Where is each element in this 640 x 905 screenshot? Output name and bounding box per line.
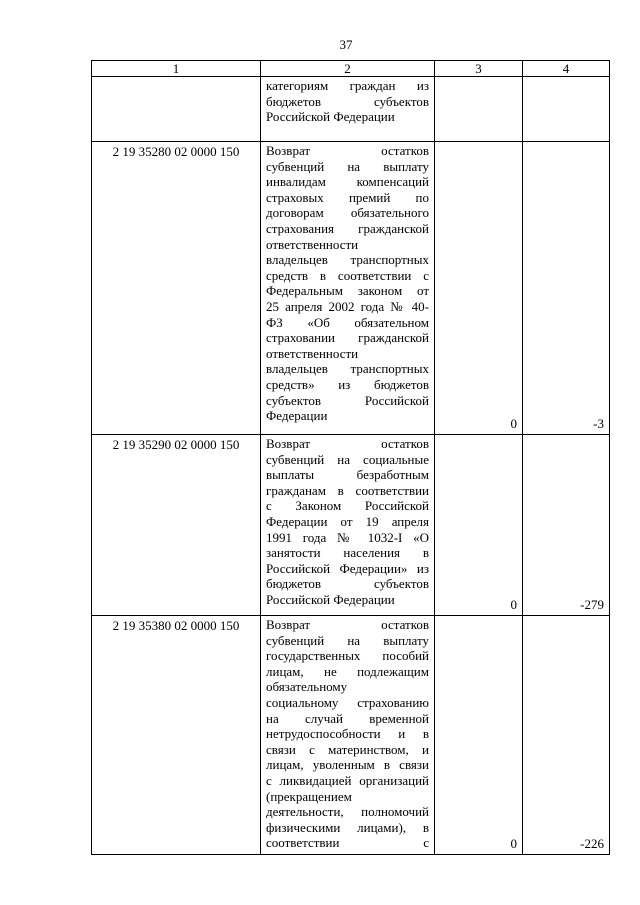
description-line: Федеральным законом от [266,283,429,299]
row-code [92,77,261,142]
description-line: Возврат остатков [266,617,429,632]
description-line: бюджетов субъектов [266,576,429,592]
row-code: 2 19 35380 02 0000 150 [92,616,261,855]
description-line: Возврат остатков [266,143,429,158]
description-line: 25 апреля 2002 года № 40- [266,298,429,314]
description-line: государственных пособий [266,648,429,664]
description-line: деятельности, полномочий [266,804,429,820]
row-col3-value: 0 [435,142,523,435]
table-row [92,142,610,435]
description-line: физическими лицами), в [266,819,429,835]
row-code: 2 19 35280 02 0000 150 [92,142,261,435]
description-line: субвенций на выплату [266,632,429,648]
description-line: категориям граждан из [266,78,429,93]
page-number: 37 [339,37,353,52]
column-header-2: 2 [261,61,435,77]
description-line: Российской Федерации [266,591,395,607]
row-description [261,616,435,855]
row-description [261,142,435,435]
row-col4-value [523,77,610,142]
description-line: гражданам в соответствии [266,482,429,498]
description-line: с Законом Российской [266,498,429,514]
description-line: ответственности [266,236,359,252]
description-line: Российской Федерации» из [266,560,429,576]
description-line: (прекращением [266,788,352,804]
row-description [261,435,435,616]
row-col4-value: -226 [523,616,610,855]
description-line: Российской Федерации [266,109,395,125]
row-description [261,77,435,142]
description-line: ответственности [266,345,359,361]
description-line: страхования гражданской [266,220,429,236]
budget-table [91,60,610,855]
row-col4-value: -3 [523,142,610,435]
description-line: владельцев транспортных [266,252,429,268]
description-line: на случай временной [266,710,429,726]
column-header-1: 1 [92,61,261,77]
column-header-3: 3 [435,61,523,77]
description-line: ФЗ «Об обязательном [266,314,429,330]
table-row [92,435,610,616]
description-line: субвенций на выплату [266,158,429,174]
row-col3-value: 0 [435,435,523,616]
description-line: Возврат остатков [266,436,429,451]
description-line: инвалидам компенсаций [266,174,429,190]
description-line: занятости населения в [266,545,429,561]
description-line: Федерации [266,408,328,424]
description-line: выплаты безработным [266,467,429,483]
row-col4-value: -279 [523,435,610,616]
description-line: лицам, уволенным в связи [266,757,429,773]
description-line: средств в соответствии с [266,267,429,283]
table-row [92,77,610,142]
description-line: страховании гражданской [266,330,429,346]
description-line: Федерации от 19 апреля [266,513,429,529]
description-line: бюджетов субъектов [266,93,429,109]
description-line: субъектов Российской [266,392,429,408]
description-line: владельцев транспортных [266,361,429,377]
row-col3-value: 0 [435,616,523,855]
row-code: 2 19 35290 02 0000 150 [92,435,261,616]
description-line: обязательному [266,679,348,695]
description-line: с ликвидацией организаций [266,772,429,788]
description-line: связи с материнством, и [266,741,429,757]
description-line: 1991 года № 1032-I «О [266,529,429,545]
description-line: соответствии с [266,835,429,851]
description-line: договорам обязательного [266,205,429,221]
table-row [92,616,610,855]
description-line: страховых премий по [266,189,429,205]
description-line: социальному страхованию [266,694,429,710]
table-header-row [92,61,610,77]
description-line: лицам, не подлежащим [266,663,429,679]
description-line: средств» из бюджетов [266,376,429,392]
description-line: нетрудоспособности и в [266,726,429,742]
description-line: субвенций на социальные [266,451,429,467]
row-col3-value [435,77,523,142]
column-header-4: 4 [523,61,610,77]
